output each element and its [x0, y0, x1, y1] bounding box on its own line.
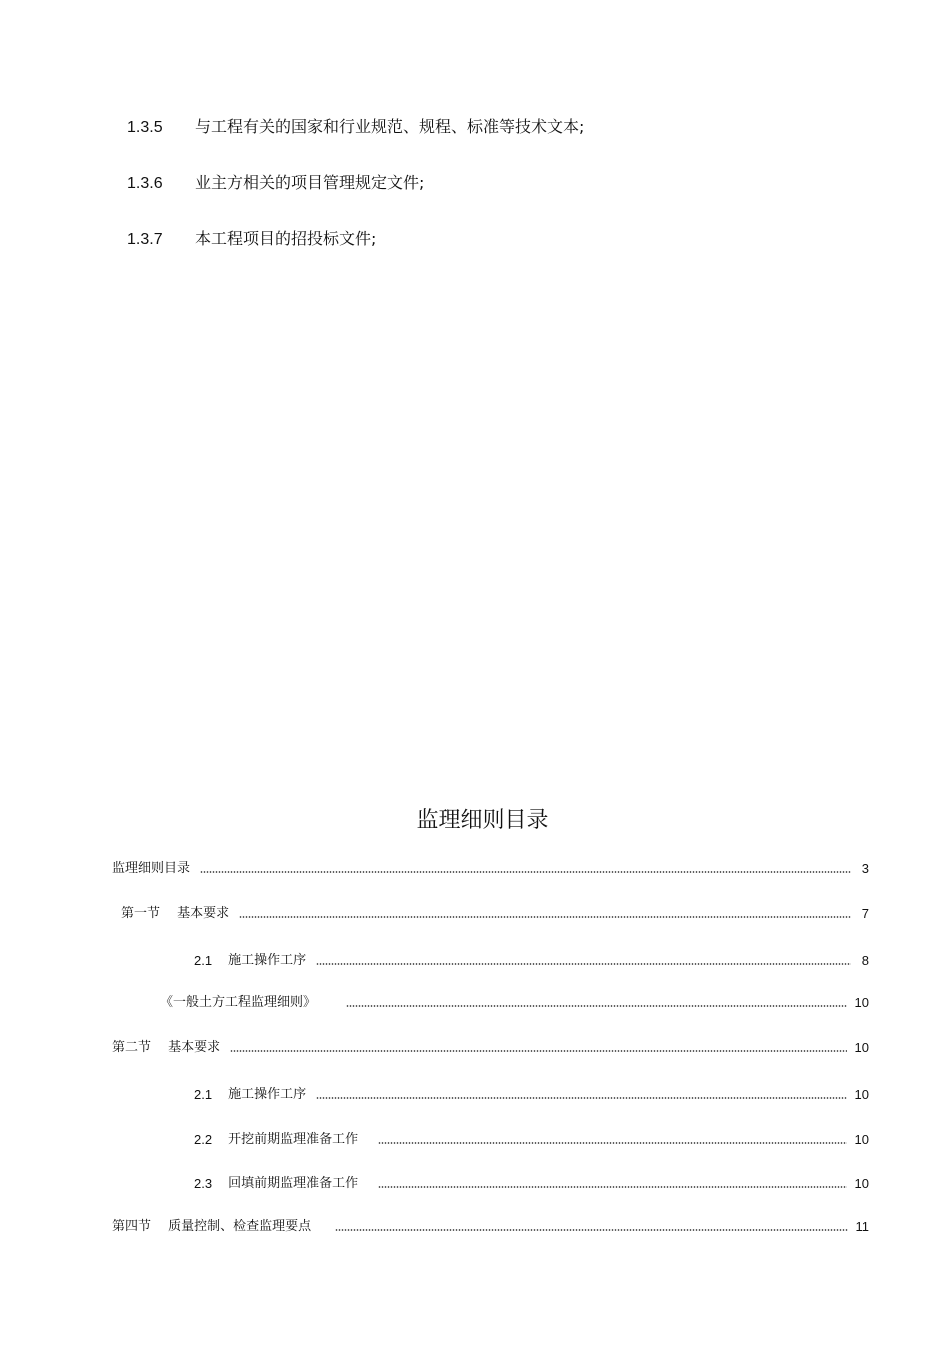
toc-entry-section-2[interactable] — [112, 1036, 869, 1056]
toc-title: 监理细则目录 — [416, 808, 549, 833]
toc-page-number: 10 — [854, 1087, 869, 1102]
toc-entry-number: 2.2 — [194, 1132, 213, 1147]
toc-entry-2-2[interactable] — [194, 1128, 869, 1148]
toc-entry-text: 第二节 基本要求 — [112, 1040, 221, 1055]
toc-entry-2-1[interactable] — [194, 949, 869, 969]
toc-entry-catalog[interactable] — [112, 857, 869, 877]
toc-page-number: 11 — [855, 1219, 869, 1234]
item-text: 业主方相关的项目管理规定文件; — [195, 173, 425, 192]
toc-entry-text: 第一节 基本要求 — [121, 906, 230, 921]
toc-page-number: 10 — [854, 1176, 869, 1191]
toc-entry-2-1-b[interactable] — [194, 1083, 869, 1103]
toc-page-number: 10 — [854, 1132, 869, 1147]
toc-entry-text: 监理细则目录 — [112, 861, 191, 876]
toc-entry-earthwork-rules[interactable] — [160, 991, 869, 1011]
toc-entry-text: 《一般土方工程监理细则》 — [160, 995, 317, 1010]
toc-leader-dots — [346, 1004, 847, 1008]
toc-page-number: 10 — [854, 1040, 869, 1055]
toc-entry-text: 回填前期监理准备工作 — [228, 1176, 359, 1191]
list-item-1-3-6 — [127, 171, 424, 195]
toc-entry-section-4[interactable] — [112, 1215, 869, 1235]
toc-leader-dots — [230, 1049, 846, 1053]
item-number: 1.3.5 — [127, 119, 163, 136]
toc-entry-number: 2.3 — [194, 1176, 213, 1191]
toc-page-number: 7 — [861, 906, 869, 921]
list-item-1-3-5 — [127, 115, 584, 139]
toc-leader-dots — [239, 915, 851, 919]
toc-page-number: 10 — [854, 995, 869, 1010]
item-number: 1.3.7 — [127, 231, 163, 248]
toc-page-number: 8 — [861, 953, 869, 968]
toc-entry-2-3[interactable] — [194, 1172, 869, 1192]
toc-entry-number: 2.1 — [194, 1087, 213, 1102]
list-item-1-3-7 — [127, 227, 376, 251]
toc-entry-number: 2.1 — [194, 953, 213, 968]
toc-entry-text: 施工操作工序 — [228, 1087, 307, 1102]
toc-leader-dots — [200, 870, 851, 874]
toc-leader-dots — [378, 1141, 846, 1145]
toc-leader-dots — [378, 1185, 846, 1189]
toc-leader-dots — [316, 1096, 846, 1100]
item-number: 1.3.6 — [127, 175, 163, 192]
toc-entry-text: 第四节 质量控制、检查监理要点 — [112, 1219, 312, 1234]
toc-entry-text: 开挖前期监理准备工作 — [228, 1132, 359, 1147]
toc-leader-dots — [335, 1228, 847, 1232]
toc-entry-section-1[interactable] — [121, 902, 869, 922]
item-text: 与工程有关的国家和行业规范、规程、标准等技术文本; — [195, 117, 585, 136]
toc-page-number: 3 — [861, 861, 869, 876]
toc-leader-dots — [316, 962, 851, 966]
toc-entry-text: 施工操作工序 — [228, 953, 307, 968]
item-text: 本工程项目的招投标文件; — [195, 229, 377, 248]
